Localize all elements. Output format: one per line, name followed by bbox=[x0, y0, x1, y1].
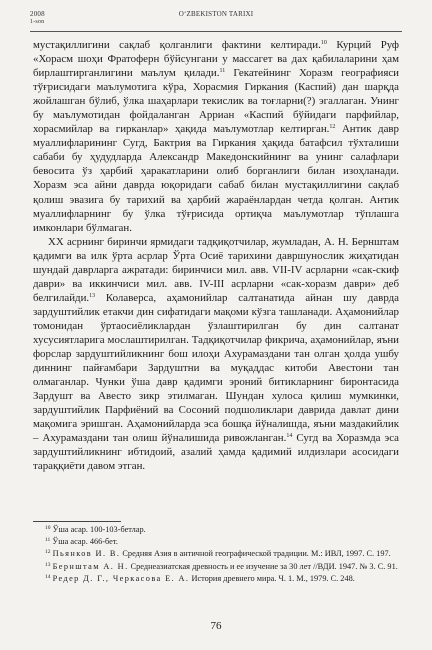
footnote-number: 13 bbox=[45, 561, 51, 568]
footnote-text: Средняя Азия в античной географической традиции. М.: ИВЛ, 1997. С. 197. bbox=[120, 549, 391, 559]
para1-text-3: Гекатейнинг Хоразм географияси тўғрисидаги маълумотига кўра, Хорасмия Гиркания (Каспий) дан шарқда жойлашган бўлиб, ўлка шаҳарлари текислик ва тоғларни(?) эгаллаган. Унинг бу маълумотидан фойдаланган Арриан «Каспий бўйидаги парфийлар, хорасмийлар ва гирканлар» ҳақида маълумотлар келтирган. bbox=[33, 67, 399, 136]
footnote-10 bbox=[33, 524, 399, 536]
footnote-ref-12[interactable]: 12 bbox=[329, 124, 336, 131]
para1-text-1: мустақиллигини сақлаб қолганлиги фактини келтиради. bbox=[33, 39, 321, 51]
footnote-number: 12 bbox=[45, 549, 51, 556]
footnote-author: Бернштам А. Н. bbox=[52, 561, 129, 571]
paragraph-1 bbox=[33, 38, 399, 235]
footnote-text: Среднеазиатская древность и ее изучение за 30 лет //ВДИ. 1947. № 3. С. 91. bbox=[128, 561, 398, 571]
footnote-number: 10 bbox=[45, 525, 51, 531]
footnote-ref-10[interactable]: 10 bbox=[320, 40, 327, 46]
footnote-number: 11 bbox=[45, 537, 51, 544]
footnote-14 bbox=[33, 573, 399, 585]
para2-text-1: XX асрнинг биринчи ярмидаги тадқиқотчилар, жумладан, А. Н. Бернштам қадимги ва илк ўрта асрлар Ўрта Осиё тарихини давршунослик жиҳатидан шундай даврларга ажратади: биринчиси мил. авв. VII-IV асрларни «сак-скиф даври» ва иккинчиси мил. авв. IV-III асрларни «сак-хоразм даври» деб белгилайди. bbox=[33, 235, 399, 304]
main-text bbox=[33, 38, 399, 473]
footnote-separator bbox=[33, 521, 121, 522]
header-year: 2008 bbox=[30, 10, 45, 18]
page-number: 76 bbox=[210, 620, 222, 632]
footnote-author: Редер Д. Г., Черкасова Е. А. bbox=[52, 573, 190, 583]
header-issue: 1-son bbox=[30, 19, 45, 25]
footnote-text: Ўша асар. 100-103-бетлар. bbox=[52, 525, 146, 534]
running-header bbox=[30, 10, 402, 25]
footnote-number: 14 bbox=[45, 573, 51, 580]
footnote-author: Пьянков И. В. bbox=[52, 549, 121, 559]
para1-text-2: Курций Руф «Хорасм шоҳи Фратоферн бўйсунгани у массагет ва дах қабилаларини ҳам бирлаштирганлигини маълум қилади. bbox=[33, 39, 399, 80]
para1-text-4: Антик давр муаллифларининг Сугд, Бактрия ва Гиркания ҳақида батафсил тўхталиши сабаби бу ҳудудларда Александр Македонскийнинг ва унинг салафлари бевосита ўз ҳарбий ҳаракатларини олиб борганлиги билан изоҳланади. Хоразм эса айни даврда юқоридаги сабаб билан мустақиллигини сақлаб қолиш эвазига бу тарихий ва ҳарбий жараёнлардан четда қолган. Антик муаллифларнинг бу ўлка тўғрисида ортиқча маълумотлар тўплашга имконлари бўлмаган. bbox=[33, 123, 400, 234]
paragraph-2 bbox=[33, 235, 399, 474]
para2-text-2: Колаверса, аҳамонийлар салтанатида айнан шу даврда зардуштийлик етакчи дин сифатидаги мақоми кўзга ташланади. Аҳамонийлар томонидан ўртаосиёликлардан ўзлаштирилган бу дин салтанат хусусиятларига мослаштирилган. Тадқиқотчилар фикрича, аҳамонийлар, яъни форслар зардуштийликнинг бош илоҳи Ахурамаздани тан олган ҳолда ушбу диннинг пайғамбари Зардуштни ва муқаддас китоби Авестони тан олмаганлар. Чунки ўша давр қадимги эроний битикларнинг биронтасида Зардушт ва Авесто зикр этилмаган. Шундан хулоса қилиш мумкинки, зардуштийлик Парфиёний ва Сосоний подшоликлари даврида давлат дини мақомига эришган. Аҳамонийларда эса бошқа йўналишда, яъни маздакийлик – Ахурамаздани тан олиш йўналишида ривожланган. bbox=[33, 291, 399, 445]
footnote-13 bbox=[33, 561, 399, 573]
journal-title: O‘ZBEKISTON TARIXI bbox=[178, 10, 254, 18]
footnote-text: Ўша асар. 466-бет. bbox=[52, 537, 118, 547]
footnote-ref-11[interactable]: 11 bbox=[219, 68, 226, 75]
footnote-12 bbox=[33, 548, 399, 560]
footnote-ref-14[interactable]: 14 bbox=[286, 433, 293, 440]
footnotes bbox=[33, 524, 399, 585]
header-rule bbox=[30, 31, 402, 32]
footnote-ref-13[interactable]: 13 bbox=[89, 292, 96, 299]
para2-text-3: Сугд ва Хоразмда эса зардуштийликнинг ибтидоий, азалий ҳамда қадимий илдизлари асосидаги тараққиёти давом этган. bbox=[33, 432, 400, 473]
footnote-text: История древнего мира. Ч. 1. М., 1979. С. 248. bbox=[189, 573, 355, 583]
footnote-11 bbox=[33, 536, 399, 548]
